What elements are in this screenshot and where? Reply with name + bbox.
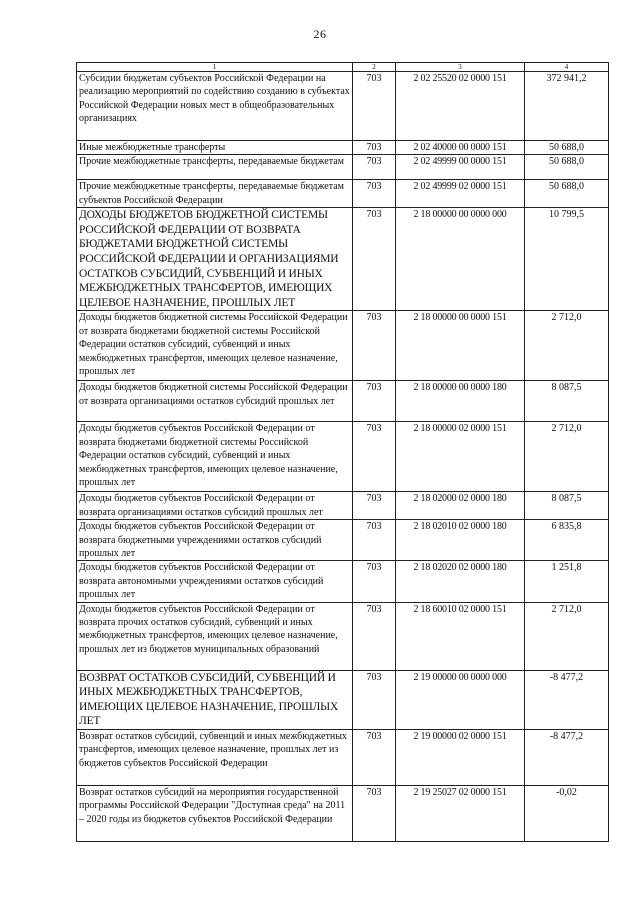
- row-admin-code-cell: 703: [353, 730, 396, 786]
- row-budget-code-cell: 2 18 00000 00 0000 000: [396, 208, 525, 311]
- row-admin-code-cell: 703: [353, 670, 396, 729]
- header-cell-code: 3: [396, 63, 525, 72]
- row-admin-code-cell: 703: [353, 602, 396, 670]
- row-budget-code-cell: 2 02 49999 02 0000 151: [396, 180, 525, 208]
- table-header-row: [77, 63, 609, 72]
- row-budget-code-cell: 2 02 25520 02 0000 151: [396, 72, 525, 141]
- row-admin-code-cell: 703: [353, 492, 396, 520]
- row-admin-code-cell: 703: [353, 381, 396, 422]
- row-budget-code-cell: 2 18 02000 02 0000 180: [396, 492, 525, 520]
- row-name-cell: Доходы бюджетов бюджетной системы Российской Федерации от возврата бюджетами бюджетной системы Российской Федерации остатков субсидий, субвенций и иных межбюджетных трансфертов, имеющих целевое назначение, прошлых лет: [77, 311, 353, 381]
- row-admin-code-cell: 703: [353, 786, 396, 842]
- table-row: [77, 72, 609, 141]
- table-row: [77, 602, 609, 670]
- row-amount-cell: 2 712,0: [525, 422, 609, 492]
- table-row: [77, 208, 609, 311]
- row-budget-code-cell: 2 18 00000 00 0000 151: [396, 311, 525, 381]
- row-budget-code-cell: 2 02 40000 00 0000 151: [396, 141, 525, 155]
- table-row: [77, 520, 609, 561]
- page-number: 26: [313, 27, 327, 41]
- row-name-cell: Прочие межбюджетные трансферты, передаваемые бюджетам субъектов Российской Федерации: [77, 180, 353, 208]
- row-budget-code-cell: 2 18 00000 00 0000 180: [396, 381, 525, 422]
- table-row: [77, 786, 609, 842]
- row-name-cell: Доходы бюджетов бюджетной системы Российской Федерации от возврата организациями остатков субсидий прошлых лет: [77, 381, 353, 422]
- row-budget-code-cell: 2 02 49999 00 0000 151: [396, 155, 525, 180]
- row-name-cell: Прочие межбюджетные трансферты, передаваемые бюджетам: [77, 155, 353, 180]
- row-amount-cell: 10 799,5: [525, 208, 609, 311]
- row-admin-code-cell: 703: [353, 561, 396, 602]
- table-row: [77, 730, 609, 786]
- table-row: [77, 492, 609, 520]
- table-row: [77, 311, 609, 381]
- row-admin-code-cell: 703: [353, 520, 396, 561]
- row-amount-cell: -8 477,2: [525, 670, 609, 729]
- header-cell-sum: 4: [525, 63, 609, 72]
- budget-revenue-table: [76, 62, 609, 842]
- row-budget-code-cell: 2 18 60010 02 0000 151: [396, 602, 525, 670]
- row-name-cell: ДОХОДЫ БЮДЖЕТОВ БЮДЖЕТНОЙ СИСТЕМЫ РОССИЙСКОЙ ФЕДЕРАЦИИ ОТ ВОЗВРАТА БЮДЖЕТАМИ БЮДЖЕТНОЙ СИСТЕМЫ РОССИЙСКОЙ ФЕДЕРАЦИИ И ОРГАНИЗАЦИЯМИ ОСТАТКОВ СУБСИДИЙ, СУБВЕНЦИЙ И ИНЫХ МЕЖБЮДЖЕТНЫХ ТРАНСФЕРТОВ, ИМЕЮЩИХ ЦЕЛЕВОЕ НАЗНАЧЕНИЕ, ПРОШЛЫХ ЛЕТ: [77, 208, 353, 311]
- row-admin-code-cell: 703: [353, 155, 396, 180]
- table-row: [77, 422, 609, 492]
- row-budget-code-cell: 2 19 00000 02 0000 151: [396, 730, 525, 786]
- row-amount-cell: -8 477,2: [525, 730, 609, 786]
- row-budget-code-cell: 2 18 02010 02 0000 180: [396, 520, 525, 561]
- row-name-cell: Доходы бюджетов субъектов Российской Федерации от возврата организациями остатков субсидий прошлых лет: [77, 492, 353, 520]
- row-amount-cell: 372 941,2: [525, 72, 609, 141]
- row-budget-code-cell: 2 19 25027 02 0000 151: [396, 786, 525, 842]
- header-cell-admin: 2: [353, 63, 396, 72]
- table-row: [77, 561, 609, 602]
- row-name-cell: Субсидии бюджетам субъектов Российской Федерации на реализацию мероприятий по содействию созданию в субъектах Российской Федерации новых мест в общеобразовательных организациях: [77, 72, 353, 141]
- row-name-cell: Доходы бюджетов субъектов Российской Федерации от возврата автономными учреждениями остатков субсидий прошлых лет: [77, 561, 353, 602]
- row-admin-code-cell: 703: [353, 208, 396, 311]
- row-name-cell: Доходы бюджетов субъектов Российской Федерации от возврата бюджетами бюджетной системы Российской Федерации остатков субсидий, субвенций и иных межбюджетных трансфертов, имеющих целевое назначение, прошлых лет: [77, 422, 353, 492]
- row-name-cell: Доходы бюджетов субъектов Российской Федерации от возврата прочих остатков субсидий, субвенций и иных межбюджетных трансфертов, имеющих целевое назначение, прошлых лет из бюджетов муниципальных образований: [77, 602, 353, 670]
- row-amount-cell: 8 087,5: [525, 492, 609, 520]
- row-budget-code-cell: 2 19 00000 00 0000 000: [396, 670, 525, 729]
- row-amount-cell: -0,02: [525, 786, 609, 842]
- row-amount-cell: 1 251,8: [525, 561, 609, 602]
- row-name-cell: Возврат остатков субсидий, субвенций и иных межбюджетных трансфертов, имеющих целевое назначение, прошлых лет из бюджетов субъектов Российской Федерации: [77, 730, 353, 786]
- row-name-cell: Иные межбюджетные трансферты: [77, 141, 353, 155]
- table-row: [77, 381, 609, 422]
- row-amount-cell: 2 712,0: [525, 311, 609, 381]
- row-amount-cell: 2 712,0: [525, 602, 609, 670]
- row-amount-cell: 50 688,0: [525, 155, 609, 180]
- table-row: [77, 670, 609, 729]
- header-cell-name: 1: [77, 63, 353, 72]
- table-row: [77, 180, 609, 208]
- row-admin-code-cell: 703: [353, 422, 396, 492]
- row-admin-code-cell: 703: [353, 141, 396, 155]
- row-admin-code-cell: 703: [353, 311, 396, 381]
- row-budget-code-cell: 2 18 02020 02 0000 180: [396, 561, 525, 602]
- row-admin-code-cell: 703: [353, 180, 396, 208]
- row-amount-cell: 6 835,8: [525, 520, 609, 561]
- row-amount-cell: 50 688,0: [525, 141, 609, 155]
- row-name-cell: Возврат остатков субсидий на мероприятия государственной программы Российской Федерации "Доступная среда" на 2011 – 2020 годы из бюджетов субъектов Российской Федерации: [77, 786, 353, 842]
- row-amount-cell: 50 688,0: [525, 180, 609, 208]
- row-admin-code-cell: 703: [353, 72, 396, 141]
- table-row: [77, 141, 609, 155]
- row-name-cell: ВОЗВРАТ ОСТАТКОВ СУБСИДИЙ, СУБВЕНЦИЙ И ИНЫХ МЕЖБЮДЖЕТНЫХ ТРАНСФЕРТОВ, ИМЕЮЩИХ ЦЕЛЕВОЕ НАЗНАЧЕНИЕ, ПРОШЛЫХ ЛЕТ: [77, 670, 353, 729]
- row-budget-code-cell: 2 18 00000 02 0000 151: [396, 422, 525, 492]
- row-name-cell: Доходы бюджетов субъектов Российской Федерации от возврата бюджетными учреждениями остатков субсидий прошлых лет: [77, 520, 353, 561]
- table-row: [77, 155, 609, 180]
- row-amount-cell: 8 087,5: [525, 381, 609, 422]
